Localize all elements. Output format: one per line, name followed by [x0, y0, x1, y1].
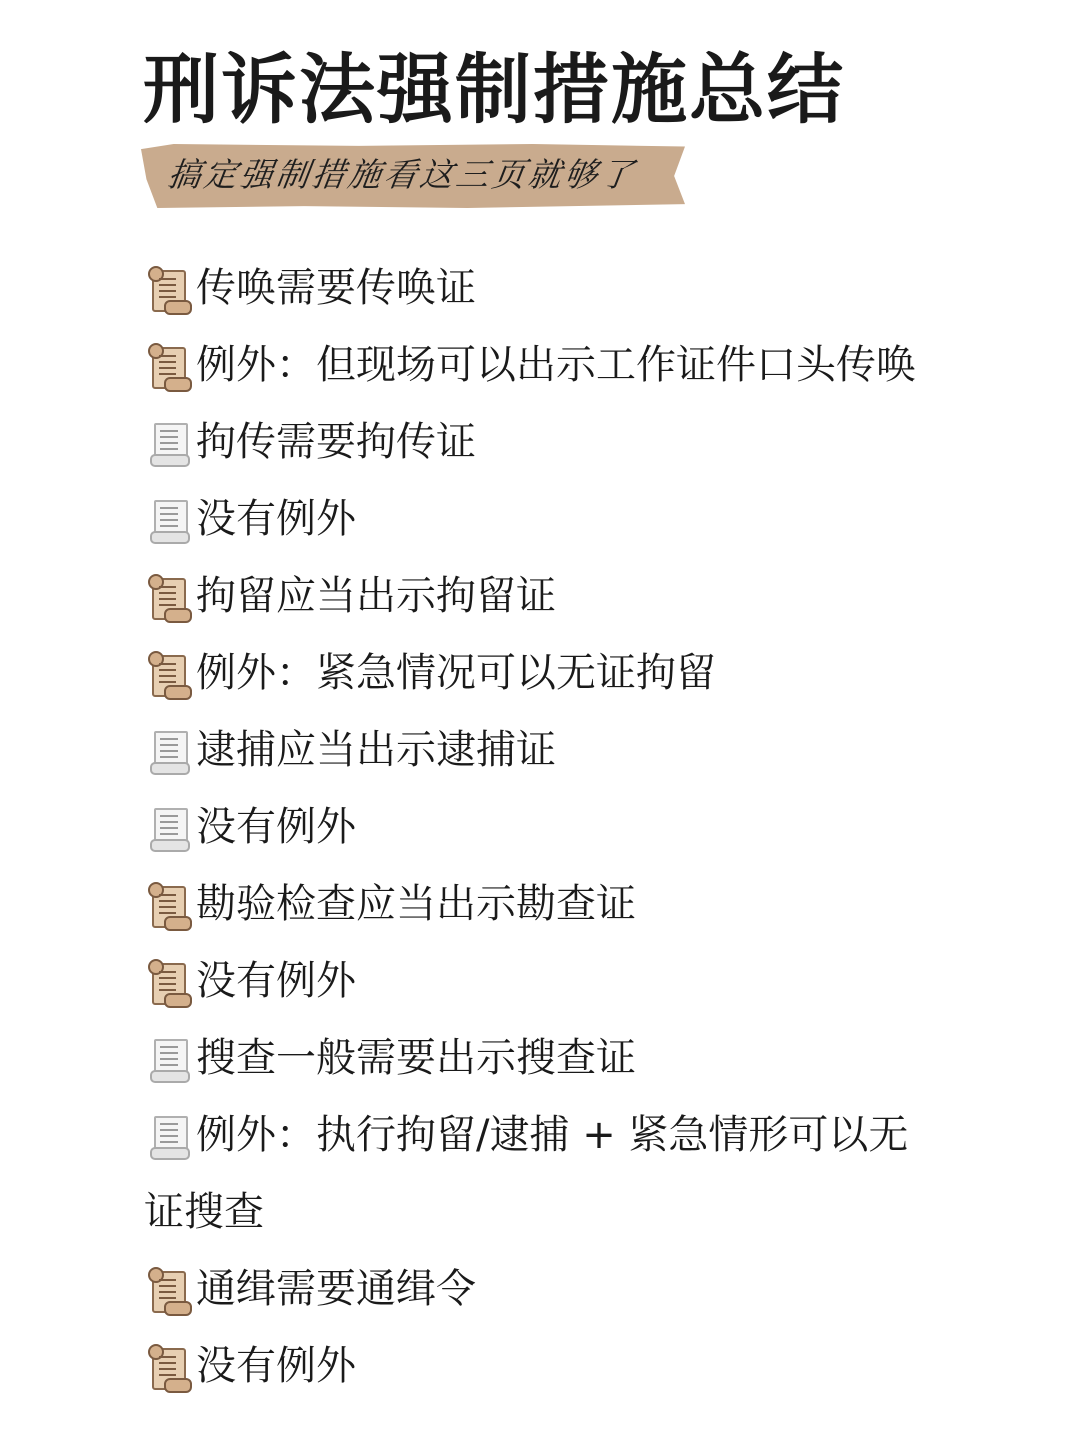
list-item-text: 拘留应当出示拘留证: [196, 573, 556, 619]
scroll-icon: [146, 1344, 190, 1390]
list-item-text: 没有例外: [196, 958, 356, 1004]
list-item-text: 搜查一般需要出示搜查证: [196, 1035, 636, 1081]
list-item-text: 逮捕应当出示逮捕证: [196, 727, 556, 773]
list-item: [144, 943, 964, 1020]
list-item-text: 例外：紧急情况可以无证拘留: [196, 650, 716, 696]
list-item-text: 勘验检查应当出示勘查证: [196, 881, 636, 927]
scroll-icon: [146, 343, 190, 389]
list-item: [144, 635, 964, 712]
scroll-icon: [146, 574, 190, 620]
list-item: [144, 327, 964, 404]
list-item: [144, 250, 964, 327]
page-icon: [146, 1113, 190, 1159]
list-item-text: 没有例外: [196, 1343, 356, 1389]
list-item: [144, 1020, 964, 1097]
page-icon: [146, 497, 190, 543]
list-item-text: 没有例外: [196, 804, 356, 850]
scroll-icon: [146, 1267, 190, 1313]
page-icon: [146, 728, 190, 774]
scroll-icon: [146, 651, 190, 697]
list-item: [144, 558, 964, 635]
list-item: [144, 789, 964, 866]
page-icon: [146, 1036, 190, 1082]
scroll-icon: [146, 959, 190, 1005]
list-item-text: 拘传需要拘传证: [196, 419, 476, 465]
list-item: [144, 1251, 964, 1328]
list-item-text: 例外：执行拘留/逮捕 + 紧急情形可以无: [196, 1112, 909, 1158]
page-icon: [146, 805, 190, 851]
scroll-icon: [146, 882, 190, 928]
list-item: [144, 481, 964, 558]
list-item: [144, 866, 964, 943]
list-item-text: 传唤需要传唤证: [196, 265, 476, 311]
list-item-text: 没有例外: [196, 496, 356, 542]
page-icon: [146, 420, 190, 466]
list-item-text: 通缉需要通缉令: [196, 1266, 476, 1312]
list-item: [144, 712, 964, 789]
scroll-icon: [146, 266, 190, 312]
list-item: [144, 404, 964, 481]
page-title: 刑诉法强制措施总结: [143, 45, 845, 134]
list-item-text: 例外：但现场可以出示工作证件口头传唤: [196, 342, 916, 388]
rule-list: [144, 250, 964, 1405]
list-item-text-continued: 证搜查: [144, 1189, 264, 1235]
subtitle-handwritten: 搞定强制措施看这三页就够了: [165, 155, 639, 194]
list-item: [144, 1097, 964, 1251]
list-item: [144, 1328, 964, 1405]
